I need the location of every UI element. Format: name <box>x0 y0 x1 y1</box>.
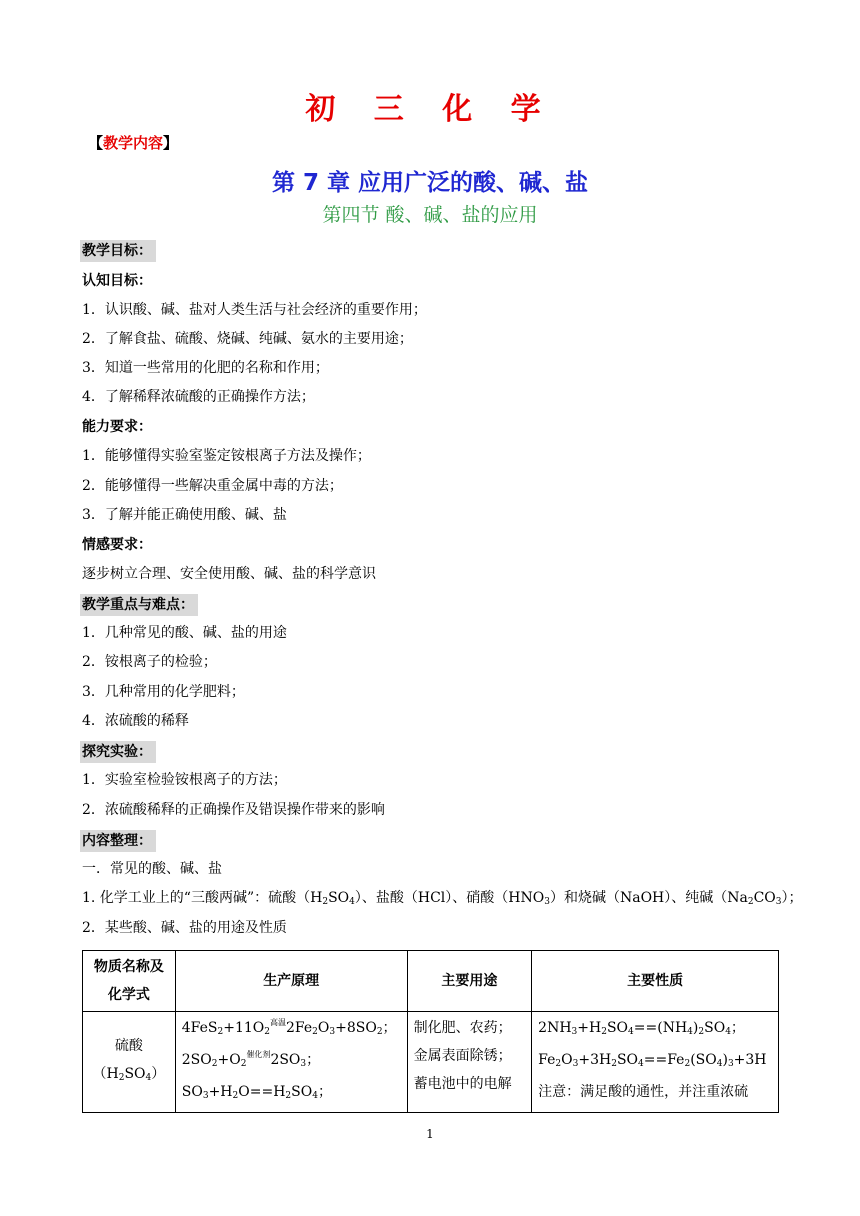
tag-open: 【 <box>88 134 104 152</box>
header-use: 主要用途 <box>407 951 532 1012</box>
substance-name-cell: 硫酸 $(H_2SO_4)$ <box>83 1012 176 1113</box>
ability-item: 2．能够懂得一些解决重金属中毒的方法； <box>82 478 343 494</box>
reaction-condition: 高温 <box>270 1018 286 1027</box>
note-line: 注意：满足酸的通性，并注重浓硫 <box>538 1084 749 1100</box>
table-row <box>83 1012 779 1113</box>
cognitive-item: 3．知道一些常用的化肥的名称和作用； <box>82 360 329 376</box>
ability-item: 1．能够懂得实验室鉴定铵根离子方法及操作； <box>82 448 371 464</box>
three-acids-two-bases-line: 1. 化学工业上的“三酸两碱”：硫酸$(H_2SO_4)$、盐酸（HCl）、硝酸$(HNO_3)$和烧碱（NaOH）、纯碱$(Na_2CO_3)$； <box>82 890 803 907</box>
main-title: 初 三 化 学 <box>305 92 555 127</box>
equation-line: $2NH_3+H_2SO_4==(NH_4)_2SO_4$； <box>538 1020 745 1037</box>
use-cell: 制化肥、农药； 金属表面除锈； 蓄电池中的电解 <box>407 1012 532 1113</box>
chapter-title: 第 7 章 应用广泛的酸、碱、盐 <box>271 170 589 196</box>
experiment-item: 1．实验室检验铵根离子的方法； <box>82 772 287 788</box>
key-point-item: 3．几种常用的化学肥料； <box>82 684 245 700</box>
section-title: 第四节 酸、碱、盐的应用 <box>322 204 538 226</box>
content-line: 一．常见的酸、碱、盐 <box>82 861 222 877</box>
reaction-condition: 催化剂 <box>246 1050 271 1059</box>
teaching-goals-heading: 教学目标： <box>80 240 156 262</box>
cognitive-item: 2．了解食盐、硫酸、烧碱、纯碱、氨水的主要用途； <box>82 331 413 347</box>
equation-line: $SO_3+H_2O==H_2SO_4$； <box>181 1084 332 1101</box>
cognitive-heading: 认知目标： <box>82 273 152 289</box>
cognitive-item: 1．认识酸、碱、盐对人类生活与社会经济的重要作用； <box>82 302 427 318</box>
equation-line: $2SO_2+O_2^{催化剂}2SO_3$； <box>181 1050 321 1069</box>
principle-cell <box>175 1012 407 1113</box>
content-tag <box>88 132 178 153</box>
property-cell <box>532 1012 779 1113</box>
emotion-item: 逐步树立合理、安全使用酸、碱、盐的科学意识 <box>82 566 376 582</box>
content-line: 2．某些酸、碱、盐的用途及性质 <box>82 920 287 936</box>
page-number: 1 <box>426 1127 434 1141</box>
experiment-item: 2．浓硫酸稀释的正确操作及错误操作带来的影响 <box>82 802 385 818</box>
equation-line: $Fe_2O_3+3H_2SO_4==Fe_2(SO_4)_3+3H$ <box>538 1052 767 1069</box>
experiments-heading: 探究实验： <box>80 741 156 763</box>
cognitive-item: 4．了解稀释浓硫酸的正确操作方法； <box>82 389 315 405</box>
header-property: 主要性质 <box>532 951 779 1012</box>
key-point-item: 1．几种常见的酸、碱、盐的用途 <box>82 625 287 641</box>
key-points-heading: 教学重点与难点： <box>80 594 198 616</box>
key-point-item: 4．浓硫酸的稀释 <box>82 713 189 729</box>
emotion-heading: 情感要求： <box>82 537 152 553</box>
table-header-row <box>83 951 779 1012</box>
equation-line: $4FeS_2+11O_2^{高温}2Fe_2O_3+8SO_2$； <box>181 1018 397 1037</box>
ability-item: 3．了解并能正确使用酸、碱、盐 <box>82 507 287 523</box>
content-heading: 内容整理： <box>80 830 156 852</box>
tag-close: 】 <box>163 134 179 152</box>
tag-label: 教学内容 <box>103 134 164 152</box>
header-principle: 生产原理 <box>175 951 407 1012</box>
properties-table <box>82 950 779 1113</box>
key-point-item: 2．铵根离子的检验； <box>82 654 217 670</box>
ability-heading: 能力要求： <box>82 419 152 435</box>
header-name: 物质名称及 化学式 <box>83 951 176 1012</box>
